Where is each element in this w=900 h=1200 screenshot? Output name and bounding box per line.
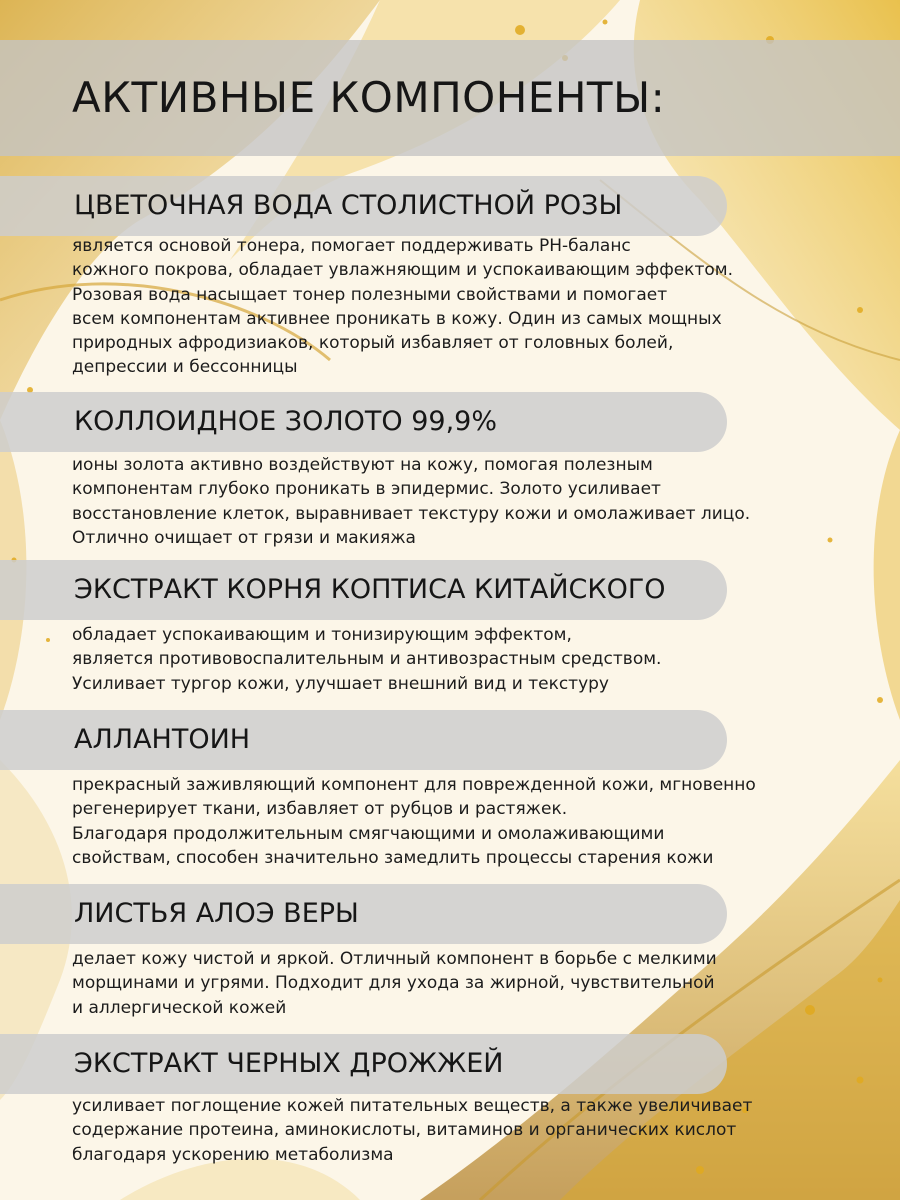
component-heading: КОЛЛОИДНОЕ ЗОЛОТО 99,9%	[74, 406, 497, 437]
component-description: является основой тонера, помогает поддерживать PH-баланс кожного покрова, обладает увлажняющим и успокаивающим эффектом. Розовая вода насыщает тонер полезными свойствами и помогает всем компонентам активнее проникать в кожу. Один из самых мощных природных афродизиаков, который избавляет от головных болей, депрессии и бессонницы	[72, 236, 733, 378]
component-description: делает кожу чистой и яркой. Отличный компонент в борьбе с мелкими морщинами и угрями. Подходит для ухода за жирной, чувствительной и аллергической кожей	[72, 949, 717, 1018]
component-description: ионы золота активно воздействуют на кожу, помогая полезным компонентам глубоко проникать в эпидермис. Золото усиливает восстановление клеток, выравнивает текстуру кожи и омолаживает лицо. Отлично очищает от грязи и макияжа	[72, 455, 751, 548]
page-title: АКТИВНЫЕ КОМПОНЕНТЫ:	[72, 73, 666, 122]
component-description: обладает успокаивающим и тонизирующим эффектом, является противовоспалительным и антивозрастным средством. Усиливает тургор кожи, улучшает внешний вид и текстуру	[72, 625, 662, 694]
component-heading: АЛЛАНТОИН	[74, 724, 251, 755]
component-description: усиливает поглощение кожей питательных веществ, а также увеличивает содержание протеина, аминокислоты, витаминов и органических кислот благодаря ускорению метаболизма	[72, 1096, 753, 1165]
component-heading: ЭКСТРАКТ ЧЕРНЫХ ДРОЖЖЕЙ	[74, 1048, 504, 1079]
component-description: прекрасный заживляющий компонент для поврежденной кожи, мгновенно регенерирует ткани, избавляет от рубцов и растяжек. Благодаря продолжительным смягчающими и омолаживающими свойствам, способен значительно замедлить процессы старения кожи	[72, 775, 756, 868]
component-heading: ЛИСТЬЯ АЛОЭ ВЕРЫ	[74, 898, 359, 929]
component-heading: ЭКСТРАКТ КОРНЯ КОПТИСА КИТАЙСКОГО	[74, 574, 666, 605]
component-heading: ЦВЕТОЧНАЯ ВОДА СТОЛИСТНОЙ РОЗЫ	[74, 190, 623, 221]
